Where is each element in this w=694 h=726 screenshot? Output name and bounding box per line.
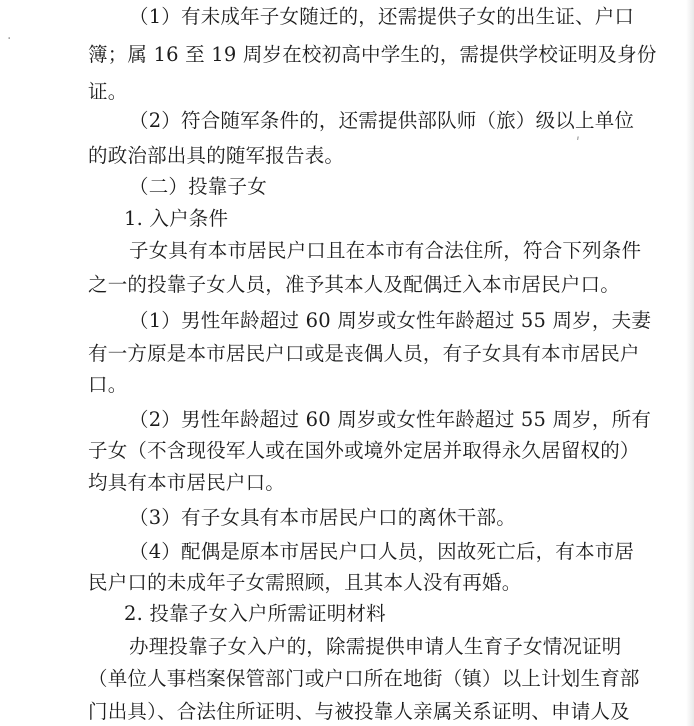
text-line-4: （2）符合随军条件的，还需提供部队师（旅）级以上单位 — [129, 109, 635, 132]
margin-mark: ʹ — [576, 136, 580, 152]
text-line-9: 之一的投靠子女人员，准予其本人及配偶迁入本市居民户口。 — [88, 273, 620, 296]
subsection-heading-1: 1. 入户条件 — [124, 207, 229, 230]
text-line-5: 的政治部出具的随军报告表。 — [88, 144, 345, 167]
text-line-8: 子女具有本市居民户口且在本市有合法住所，符合下列条件 — [129, 239, 642, 262]
text-line-13: （2）男性年龄超过 60 周岁或女性年龄超过 55 周岁，所有 — [129, 408, 652, 431]
text-line-22: 门出具）、合法住所证明、与被投靠人亲属关系证明、申请人及 — [88, 700, 630, 723]
text-line-10: （1）男性年龄超过 60 周岁或女性年龄超过 55 周岁，夫妻 — [129, 309, 652, 332]
text-line-17: （4）配偶是原本市居民户口人员，因故死亡后，有本市居 — [129, 540, 635, 563]
text-line-20: 办理投靠子女入户的，除需提供申请人生育子女情况证明 — [129, 635, 622, 658]
text-line-12: 口。 — [88, 373, 128, 396]
text-line-2: 簿；属 16 至 19 周岁在校初高中学生的，需提供学校证明及身份 — [88, 43, 657, 66]
section-heading: （二）投靠子女 — [129, 175, 267, 198]
text-line-18: 民户口的未成年子女需照顾，且其本人没有再婚。 — [88, 571, 522, 594]
page-edge-shadow — [686, 0, 694, 726]
margin-mark: · — [7, 31, 12, 47]
text-line-1: （1）有未成年子女随迁的，还需提供子女的出生证、户口 — [129, 5, 635, 28]
text-line-14: 子女（不含现役军人或在国外或境外定居并取得永久居留权的） — [88, 439, 640, 462]
subsection-heading-2: 2. 投靠子女入户所需证明材料 — [124, 602, 386, 625]
text-line-11: 有一方原是本市居民户口或是丧偶人员，有子女具有本市居民户 — [88, 342, 640, 365]
text-line-3: 证。 — [88, 80, 128, 103]
text-line-16: （3）有子女具有本市居民户口的离休干部。 — [129, 506, 516, 529]
text-line-21: （单位人事档案保管部门或户口所在地街（镇）以上计划生育部 — [88, 667, 640, 690]
text-line-15: 均具有本市居民户口。 — [88, 471, 286, 494]
